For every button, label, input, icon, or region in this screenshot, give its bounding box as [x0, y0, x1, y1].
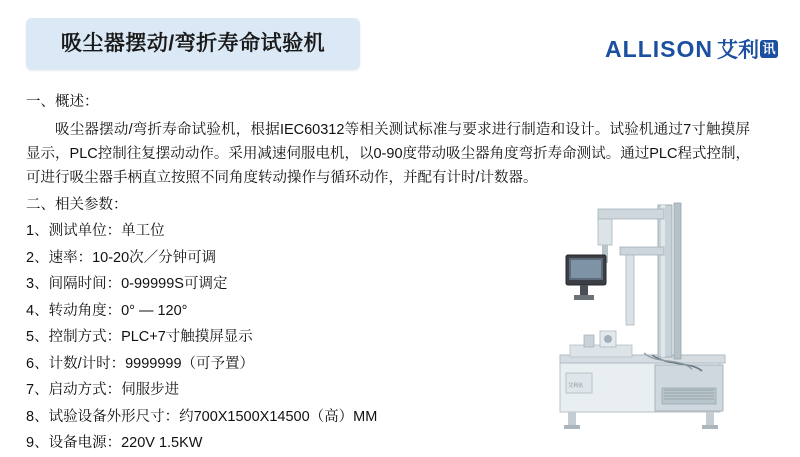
list-item: 1、测试单位：单工位: [26, 223, 165, 239]
list-item: 3、间隔时间：0-99999S可调定: [26, 276, 228, 292]
list-item: 9、设备电源：220V 1.5KW: [26, 435, 203, 451]
brand-badge-char: 讯: [762, 41, 776, 56]
list-item: 6、计数/计时：9999999（可予置）: [26, 355, 255, 372]
page-title-box: [26, 18, 360, 70]
brand-name-cn: 艾利: [717, 39, 759, 62]
list-item: 5、控制方式：PLC+7寸触摸屏显示: [26, 329, 253, 345]
list-item: 2、速率：10-20次／分钟可调: [26, 249, 217, 266]
overview-heading: 一、概述：: [26, 94, 99, 110]
list-item: 8、试验设备外形尺寸：约700X1500X14500（高）MM: [26, 408, 378, 425]
brand-logo: [605, 34, 780, 64]
svg-text:艾利讯: 艾利讯: [568, 383, 584, 389]
list-item: 4、转动角度：0° — 120°: [26, 302, 188, 319]
machine-photo: [540, 195, 790, 445]
params-heading: 二、相关参数：: [26, 197, 128, 213]
overview-paragraph: 吸尘器摆动/弯折寿命试验机，根据IEC60312等相关测试标准与要求进行制造和设计。试验机通过7寸触摸屏显示，PLC控制往复摆动动作。采用减速伺服电机，以0-90度带动吸尘器角度弯折寿命测试。通过PLC程式控制，可进行吸尘器手柄直立按照不同角度转动操作与循环动作，并配有计时/计数器。: [26, 122, 750, 186]
brand-badge-icon: [760, 39, 780, 59]
parameter-list: [26, 218, 496, 457]
machine-illustration-svg: [540, 195, 790, 445]
brand-name: ALLISON: [605, 35, 713, 62]
page-title: 吸尘器摆动/弯折寿命试验机: [60, 32, 326, 55]
list-item: 7、启动方式：伺服步进: [26, 382, 180, 398]
